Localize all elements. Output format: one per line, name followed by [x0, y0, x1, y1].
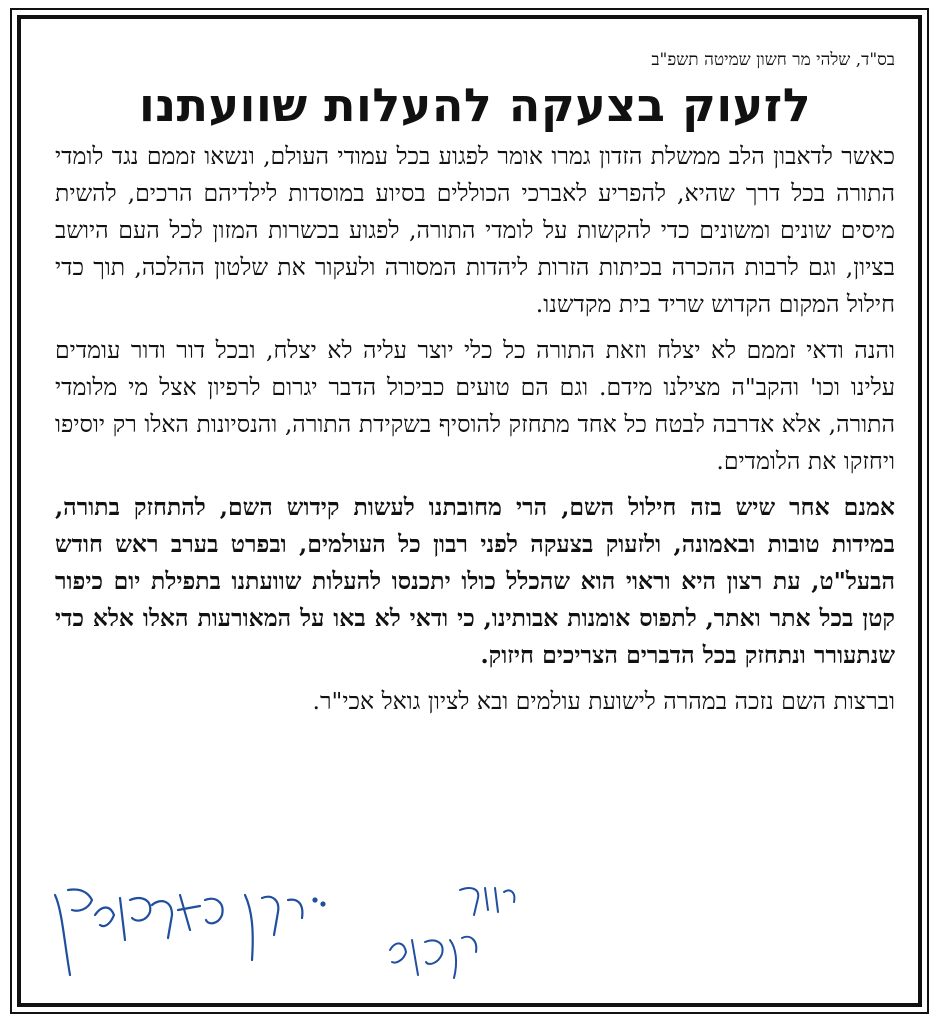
signatures-drawing: [40, 870, 600, 1000]
paragraph-4: וברצות השם נזכה במהרה לישועת עולמים ובא לציון גואל אכי"ר.: [312, 687, 895, 715]
signature-right: [390, 888, 514, 978]
paragraph-3: אמנם אחר שיש בזה חילול השם, הרי מחובתנו לעשות קידוש השם, להתחזק בתורה, במידות טובות ובאמונה, ולזעוק בצעקה לפני רבון כל העולמים, ובפרט בערב ראש חודש הבעל"ט, עת רצון היא וראוי הוא שהכלל כולו יתכנסו להעלות שוועתנו בתפילת יום כיפור קטן בכל אתר ואתר, לתפוס אומנות אבותינו, כי ודאי לא באו על המאורעות האלו אלא כדי שנתעורר ונתחזק בכל הדברים הצריכים חיזוק.: [55, 493, 895, 669]
dateline: בס"ד, שלהי מר חשון שמיטה תשפ"ב: [651, 50, 895, 70]
paragraph-2: והנה ודאי זממם לא יצלח וזאת התורה כל כלי יוצר עליה לא יצלח, ובכל דור ודור עומדים עלינו וכו' והקב"ה מצילנו מידם. וגם הם טועים כביכול הדבר יגרום לרפיון אצל מי מלומדי התורה, אלא אדרבה לבטח כל אחד מתחזק להוסיף בשקידת התורה, והנסיונות האלו רק יוסיפו ויחזקו את הלומדים.: [55, 336, 895, 475]
paragraph-1: כאשר לדאבון הלב ממשלת הזדון גמרו אומר לפגוע בכל עמודי העולם, ונשאו זממם נגד לומדי התורה בכל דרך שהיא, להפריע לאברכי הכוללים בסיוע במוסדות לילדיהם הרכים, להשית מיסים שונים ומשונים כדי להקשות על לומדי התורה, לפגוע בכשרות המזון לכל העם היושב בציון, וגם לרבות ההכרה בכיתות הזרות ליהדות המסורה ולעקור את שלטון ההלכה, תוך כדי חילול המקום הקדוש שריד בית מקדשנו.: [55, 142, 895, 318]
letter-title: לזעוק בצעקה להעלות שוועתנו: [138, 78, 812, 132]
letter-body: [55, 50, 895, 729]
signatures-area: [40, 870, 600, 1000]
signature-left: [55, 889, 325, 975]
